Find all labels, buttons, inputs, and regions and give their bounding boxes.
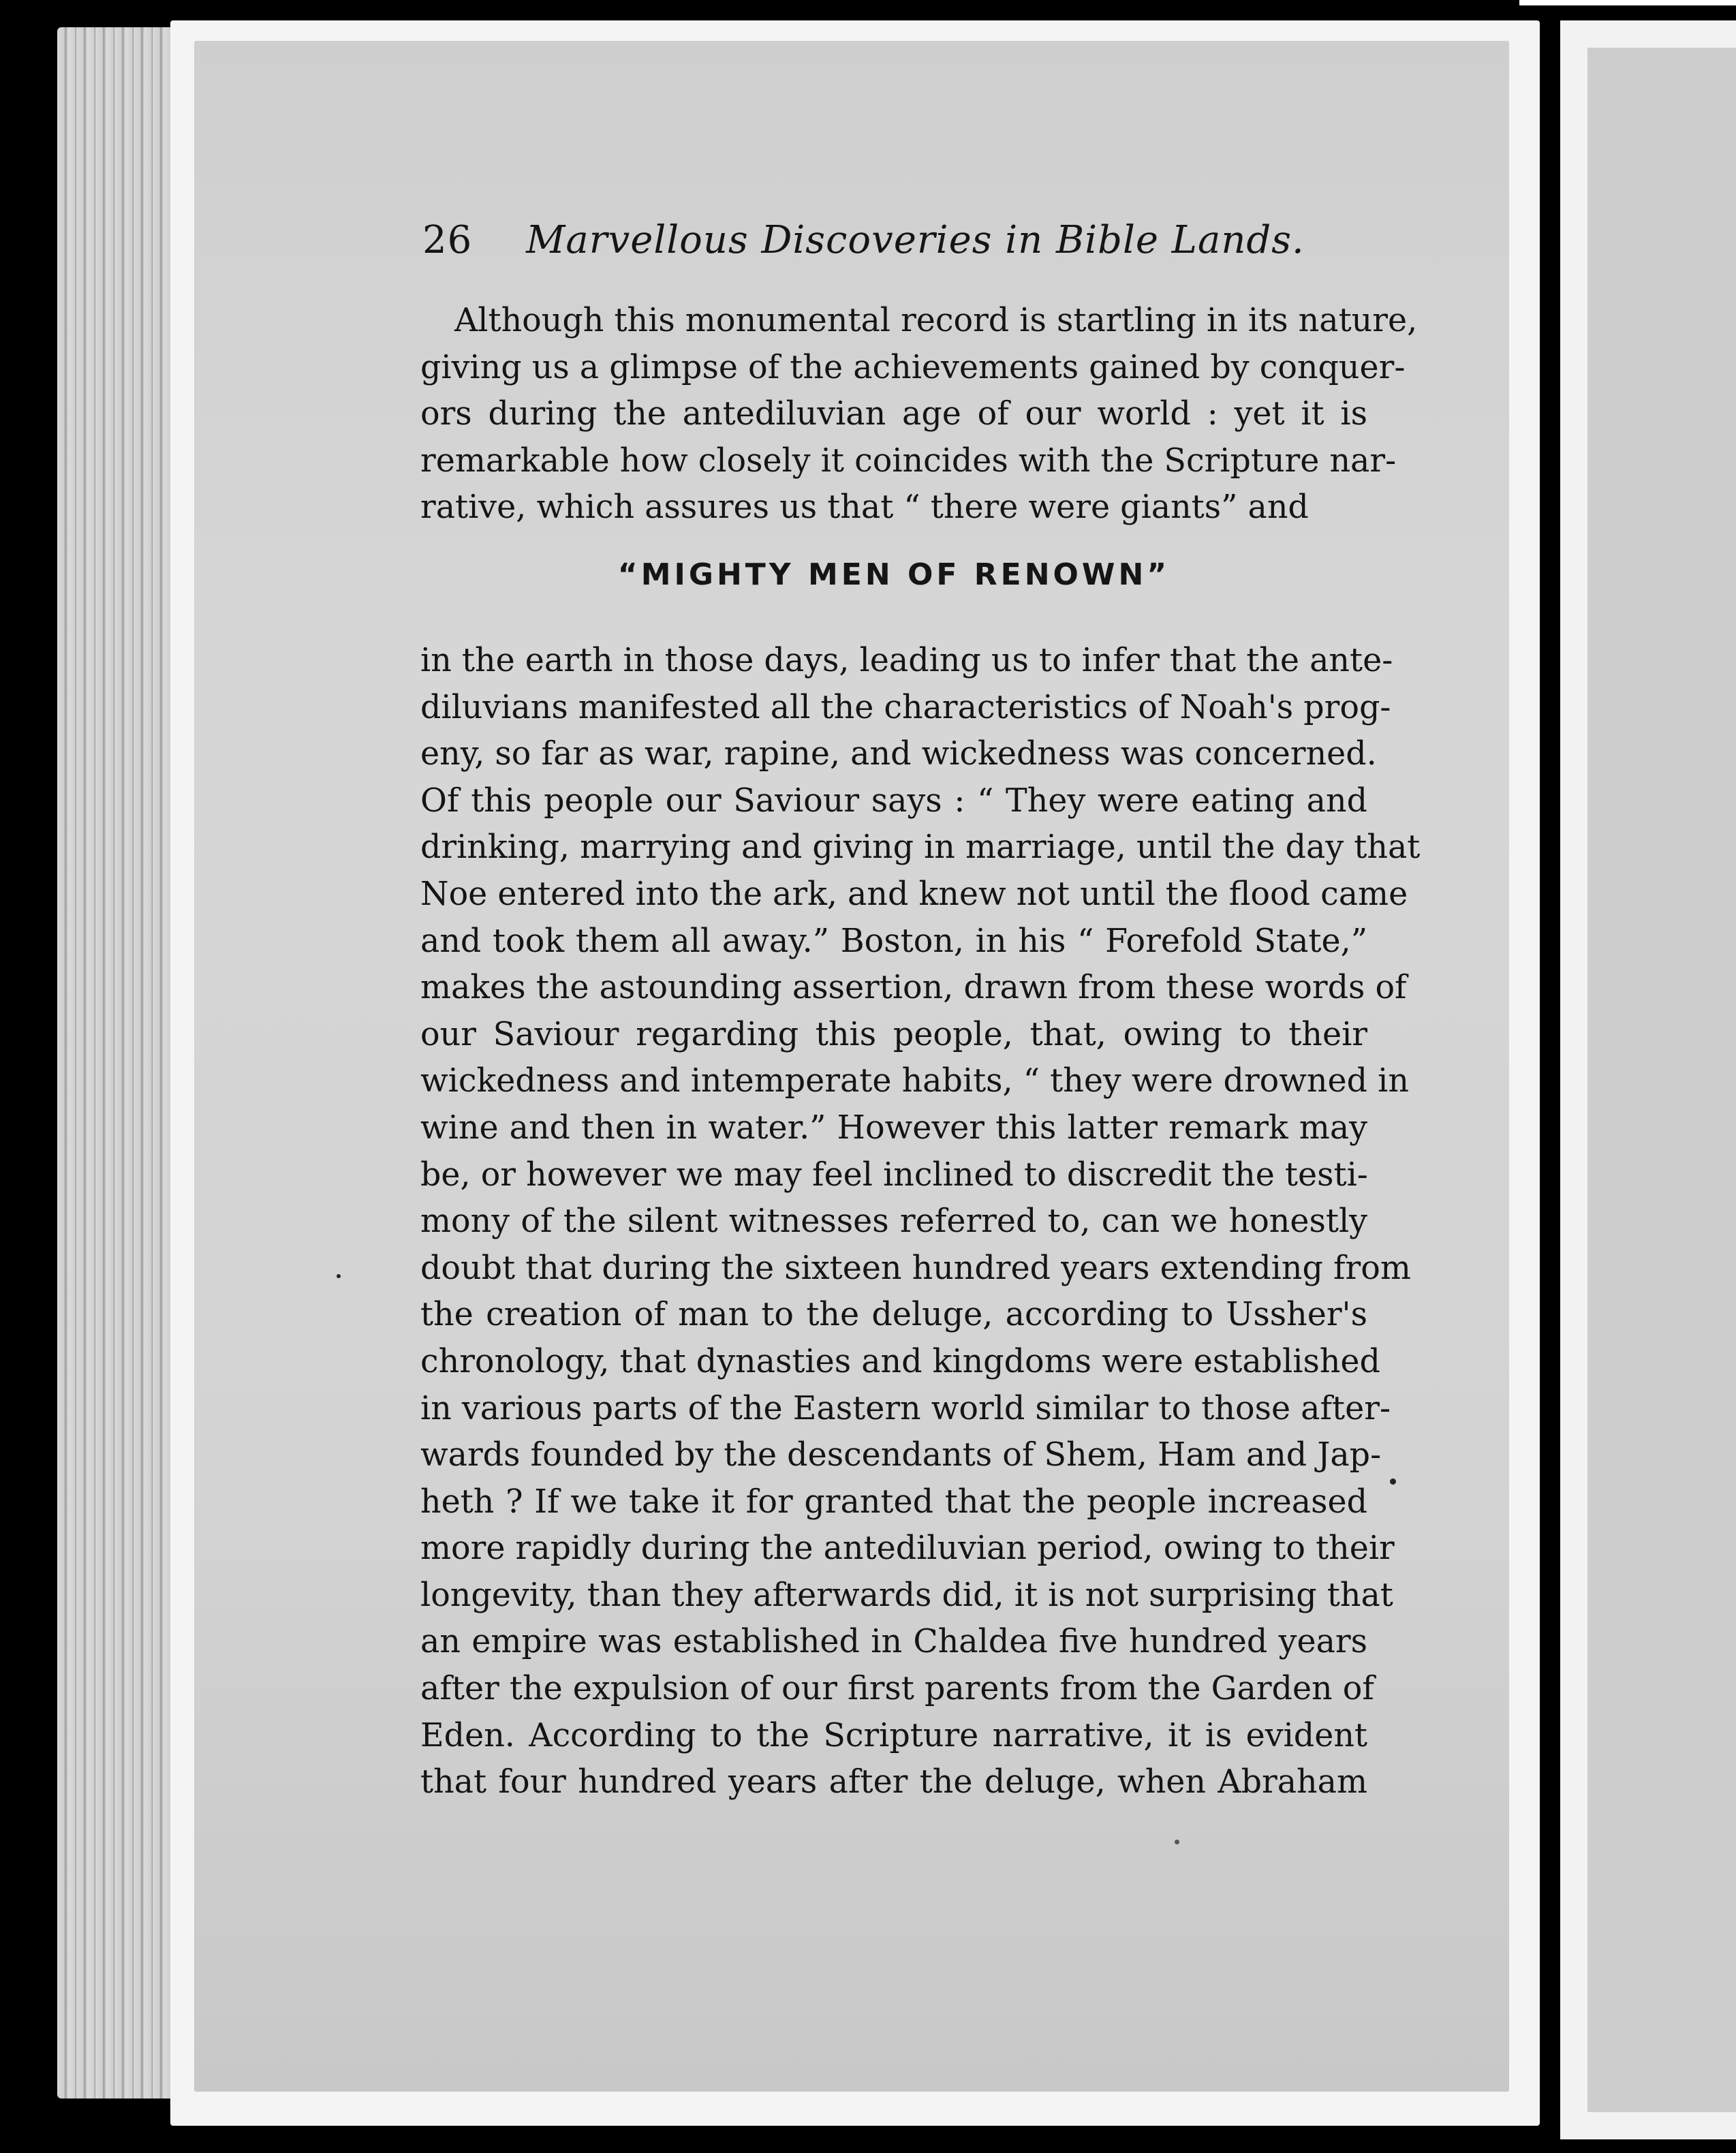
text-line: after the expulsion of our first parents from the Garden of [420,1670,1374,1708]
page-number: 26 [422,218,473,262]
text-line: Of this people our Saviour says : “ They were eating and [420,781,1367,820]
section-heading: “MIGHTY MEN OF RENOWN” [617,557,1171,592]
adjacent-page [1560,20,1736,2139]
text-line: Eden. According to the Scripture narrative, it is evident [420,1716,1367,1754]
text-line: that four hundred years after the deluge, when Abraham [420,1763,1367,1801]
text-line: and took them all away.” Boston, in his “ Forefold State,” [420,922,1367,960]
text-line: chronology, that dynasties and kingdoms were established [420,1342,1380,1380]
gutter-divider [1545,0,1553,2153]
text-line: in the earth in those days, leading us to infer that the ante- [420,642,1393,679]
text-line: more rapidly during the antediluvian period, owing to their [420,1530,1395,1568]
text-line: eny, so far as war, rapine, and wickedness was concerned. [420,735,1377,773]
running-title: Marvellous Discoveries in Bible Lands. [526,218,1305,262]
text-line: be, or however we may feel inclined to discredit the testi- [420,1156,1368,1194]
text-line: our Saviour regarding this people, that, owing to their [420,1015,1367,1053]
paragraph-2 [420,638,1421,1806]
text-line: ors during the antediluvian age of our world : yet it is [420,395,1367,433]
text-line: drinking, marrying and giving in marriage, until the day that [420,828,1421,867]
text-line: giving us a glimpse of the achievements gained by conquer- [420,348,1406,386]
scan-speck [1175,1840,1179,1844]
text-line: in various parts of the Eastern world similar to those after- [420,1389,1391,1427]
text-line: the creation of man to the deluge, according to Ussher's [420,1296,1367,1334]
text-line: heth ? If we take it for granted that the people increased [420,1483,1367,1521]
text-line: wards founded by the descendants of Shem, Ham and Jap- [420,1436,1382,1474]
paragraph-1 [420,298,1418,531]
text-line: mony of the silent witnesses referred to, can we honestly [420,1203,1367,1241]
scan-speck [337,1274,341,1278]
text-line: Although this monumental record is startling in its nature, [454,302,1418,339]
text-line: diluvians manifested all the characteristics of Noah's prog- [420,688,1391,726]
text-line: wickedness and intemperate habits, “ they were drowned in [420,1062,1409,1100]
text-line: rative, which assures us that “ there were giants” and [420,489,1309,527]
text-line: Noe entered into the ark, and knew not until the flood came [420,875,1408,913]
text-line: doubt that during the sixteen hundred years extending from [420,1249,1411,1287]
text-line: makes the astounding assertion, drawn from these words of [420,969,1407,1007]
running-head [422,218,1376,262]
scan-speck [1390,1478,1396,1485]
text-line: longevity, than they afterwards did, it is not surprising that [420,1576,1393,1614]
text-line: an empire was established in Chaldea five hundred years [420,1623,1367,1661]
text-line: wine and then in water.” However this latter remark may [420,1109,1367,1147]
top-edge-stroke [1519,0,1736,5]
adjacent-page-surface [1587,48,1736,2112]
text-line: remarkable how closely it coincides with the Scripture nar- [420,442,1397,480]
